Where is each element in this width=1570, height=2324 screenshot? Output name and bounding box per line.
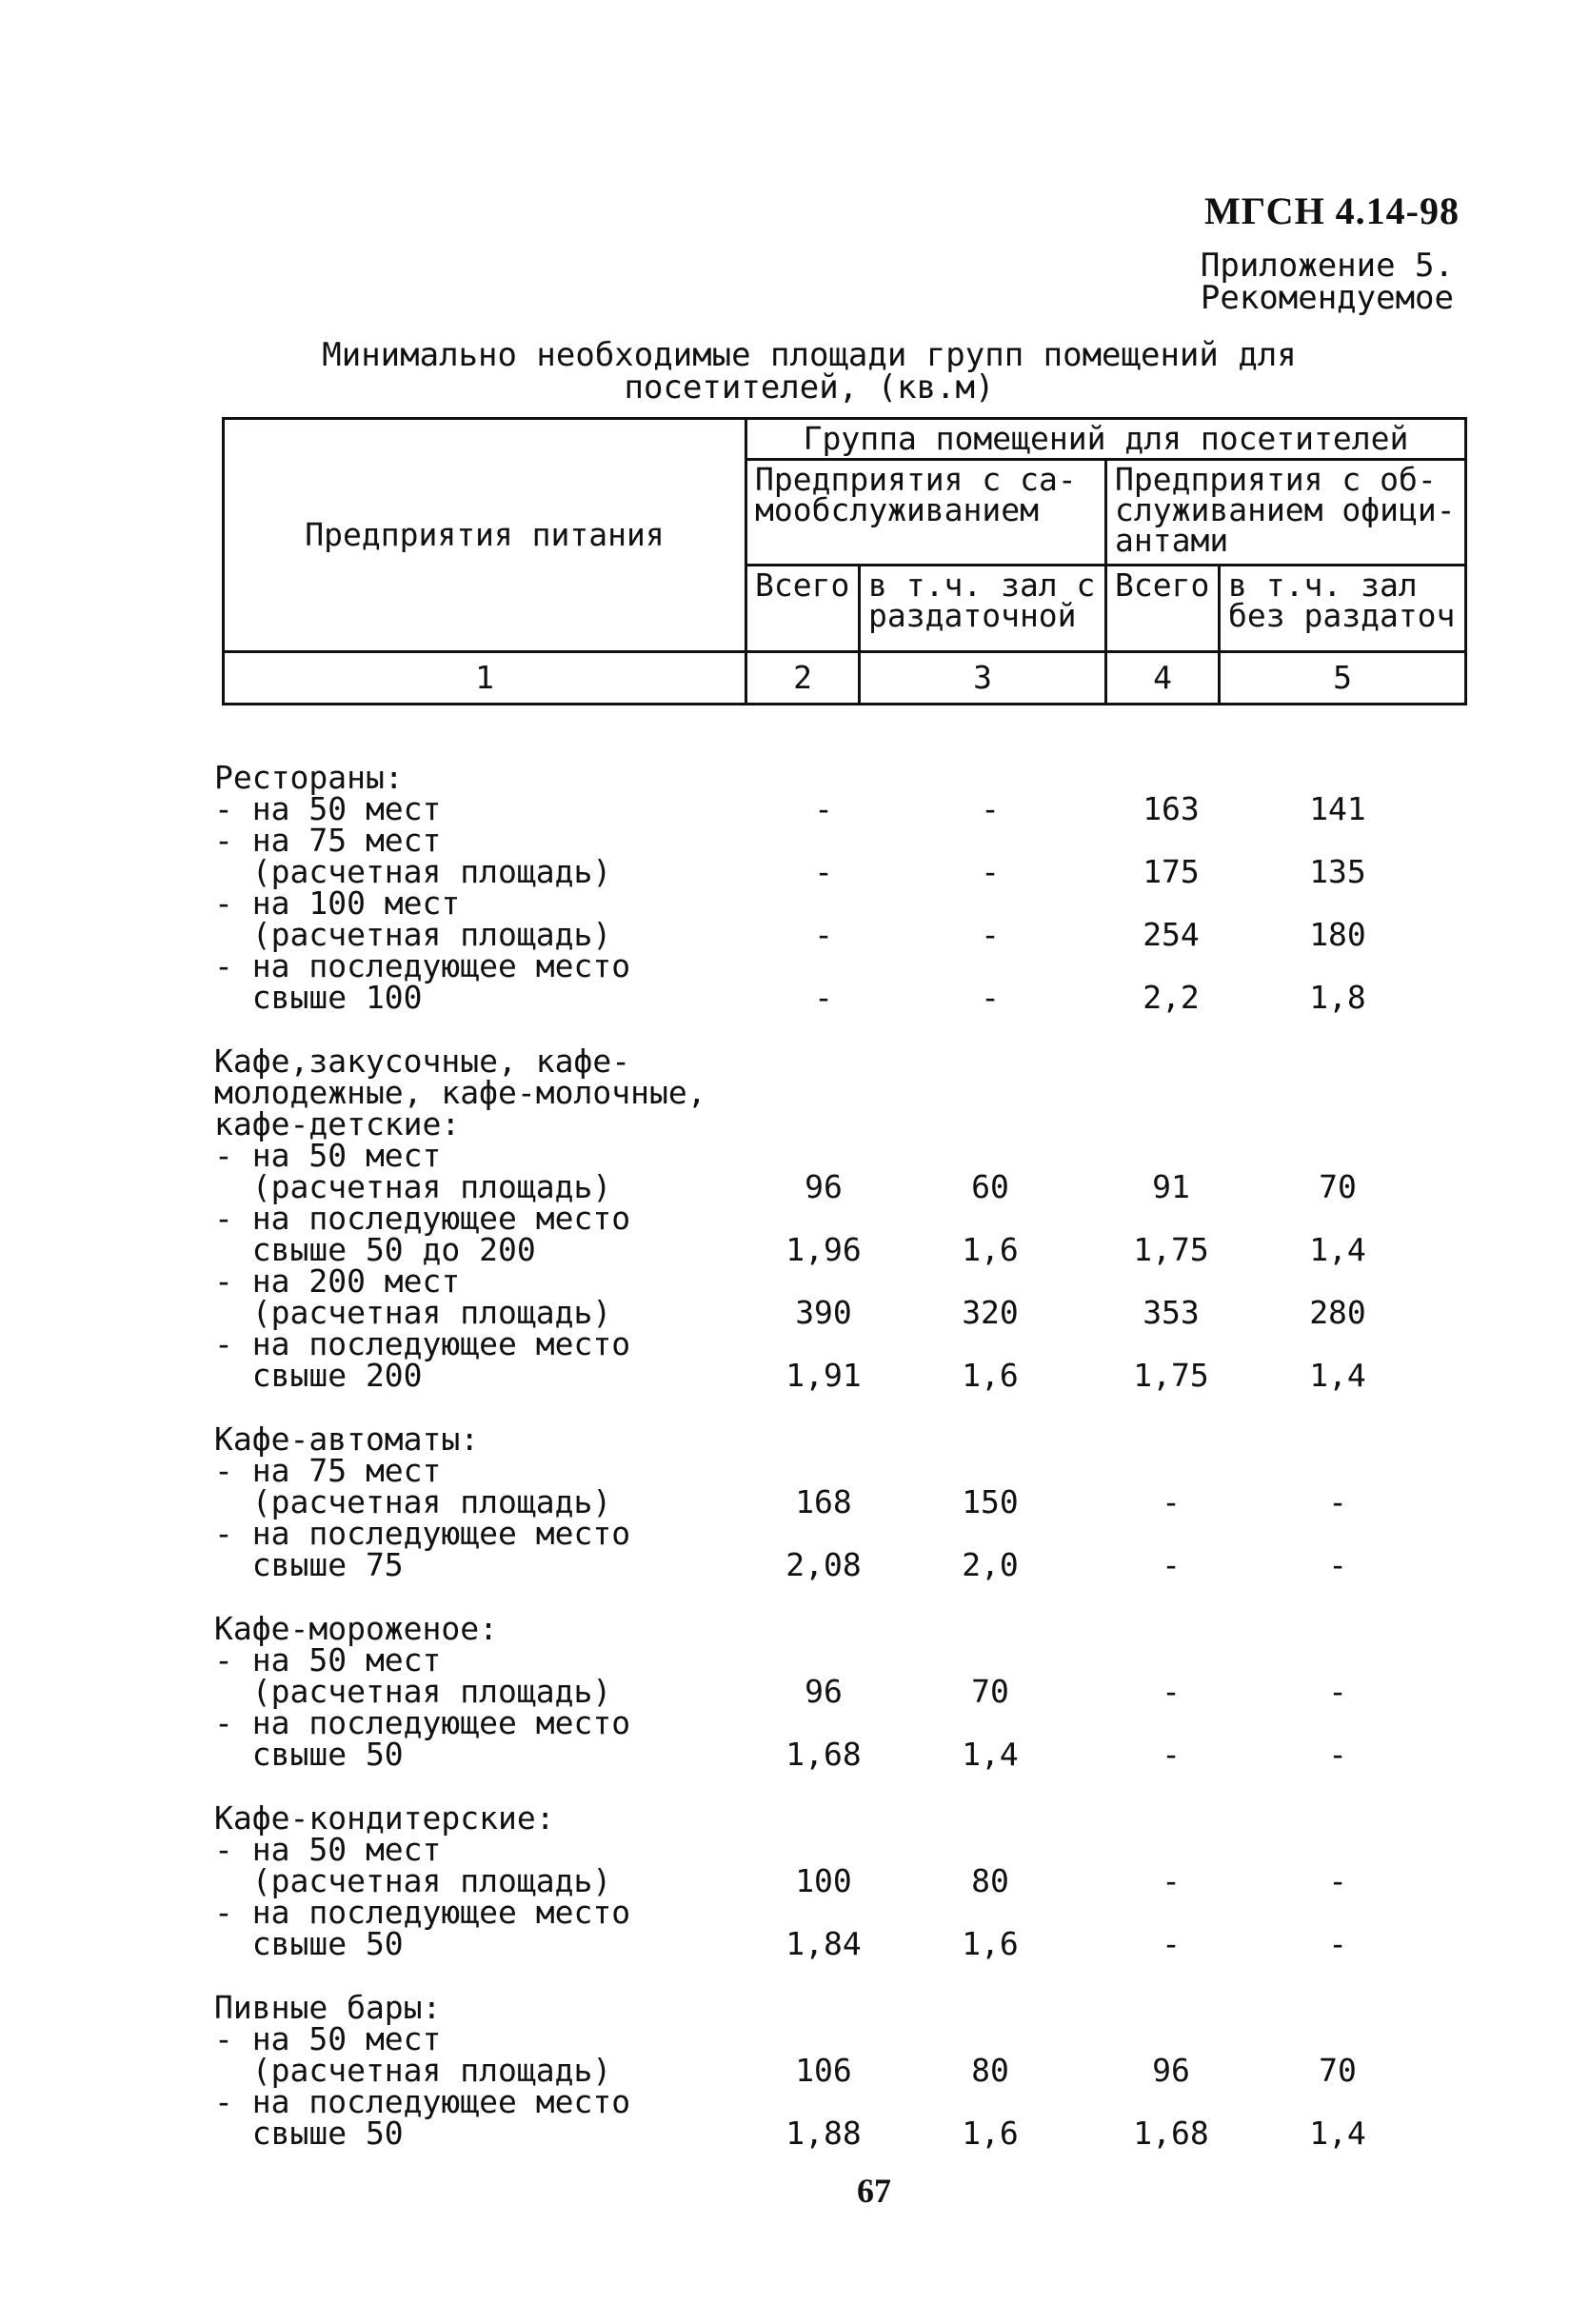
row-group bbox=[214, 1043, 1414, 1394]
row-value-col-3: 150 bbox=[962, 1483, 1019, 1520]
table-row bbox=[214, 1610, 1414, 1710]
row-value-col-4: - bbox=[1162, 1546, 1181, 1583]
row-group bbox=[214, 759, 1414, 1016]
row-value-col-4: 254 bbox=[1143, 916, 1200, 953]
table-row bbox=[214, 822, 1414, 890]
row-value-col-3: 1,4 bbox=[962, 1736, 1019, 1773]
row-label: Пивные бары: - на 50 мест (расчетная площадь) bbox=[214, 1989, 612, 2089]
row-value-col-2: 106 bbox=[795, 2052, 852, 2089]
row-label: Кафе,закусочные, кафе- молодежные, кафе-молочные, кафе-детские: - на 50 мест (расчетная площадь) bbox=[214, 1043, 706, 1205]
row-value-col-3: 1,6 bbox=[962, 1231, 1019, 1268]
table-row bbox=[214, 1262, 1414, 1331]
table-row bbox=[214, 1704, 1414, 1773]
row-value-col-5: 1,4 bbox=[1309, 1357, 1366, 1394]
row-value-col-2: 1,91 bbox=[785, 1357, 862, 1394]
row-label: - на 100 мест (расчетная площадь) bbox=[214, 884, 612, 953]
row-value-col-4: 96 bbox=[1152, 2052, 1190, 2089]
row-value-col-5: 280 bbox=[1309, 1294, 1366, 1331]
row-value-col-3: 1,6 bbox=[962, 1925, 1019, 1962]
row-group bbox=[214, 1799, 1414, 1962]
appendix-line-1: Приложение 5. bbox=[1200, 247, 1454, 285]
header-col-enterprises: Предприятия питания bbox=[224, 419, 746, 652]
table-row bbox=[214, 2083, 1414, 2152]
col-num-1: 1 bbox=[224, 652, 746, 705]
row-value-col-3: 1,6 bbox=[962, 2115, 1019, 2152]
table-row bbox=[214, 884, 1414, 953]
row-value-col-5: 180 bbox=[1309, 916, 1366, 953]
row-value-col-2: 2,08 bbox=[785, 1546, 862, 1583]
table-row bbox=[214, 1325, 1414, 1394]
row-value-col-5: - bbox=[1328, 1862, 1347, 1899]
row-value-col-3: 80 bbox=[971, 2052, 1009, 2089]
row-value-col-5: - bbox=[1328, 1736, 1347, 1773]
row-value-col-3: - bbox=[981, 979, 1000, 1016]
row-value-col-4: 2,2 bbox=[1143, 979, 1200, 1016]
row-group bbox=[214, 1610, 1414, 1773]
table-header bbox=[222, 417, 1467, 705]
row-value-col-3: 320 bbox=[962, 1294, 1019, 1331]
row-value-col-5: 1,4 bbox=[1309, 2115, 1366, 2152]
header-incl-b: в т.ч. зал без раздаточ bbox=[1220, 566, 1466, 652]
row-value-col-2: 96 bbox=[805, 1673, 843, 1710]
appendix-note bbox=[1200, 247, 1454, 317]
row-value-col-4: 1,75 bbox=[1133, 1357, 1209, 1394]
row-label: - на последующее место свыше 75 bbox=[214, 1515, 631, 1583]
row-value-col-3: - bbox=[981, 916, 1000, 953]
header-group: Группа помещений для посетителей bbox=[746, 419, 1466, 460]
page-number: 67 bbox=[857, 2172, 891, 2210]
col-num-2: 2 bbox=[746, 652, 860, 705]
table-row bbox=[214, 1989, 1414, 2089]
row-label: - на последующее место свыше 50 bbox=[214, 1704, 631, 1773]
header-self-service: Предприятия с са- мообслуживанием bbox=[746, 460, 1106, 566]
row-value-col-2: 1,88 bbox=[785, 2115, 862, 2152]
row-value-col-2: 1,68 bbox=[785, 1736, 862, 1773]
row-value-col-4: - bbox=[1162, 1925, 1181, 1962]
row-value-col-2: 390 bbox=[795, 1294, 852, 1331]
row-value-col-4: 353 bbox=[1143, 1294, 1200, 1331]
row-value-col-5: 141 bbox=[1309, 790, 1366, 827]
header-total-b: Всего bbox=[1106, 566, 1220, 652]
table-row bbox=[214, 947, 1414, 1016]
row-value-col-3: 70 bbox=[971, 1673, 1009, 1710]
row-value-col-2: 100 bbox=[795, 1862, 852, 1899]
table-row bbox=[214, 1515, 1414, 1583]
col-num-3: 3 bbox=[860, 652, 1106, 705]
row-value-col-4: 175 bbox=[1143, 853, 1200, 890]
row-value-col-4: 1,68 bbox=[1133, 2115, 1209, 2152]
row-value-col-5: 70 bbox=[1319, 1168, 1357, 1205]
table-row bbox=[214, 1043, 1414, 1205]
row-value-col-5: - bbox=[1328, 1546, 1347, 1583]
row-value-col-4: - bbox=[1162, 1736, 1181, 1773]
row-value-col-4: 91 bbox=[1152, 1168, 1190, 1205]
row-value-col-3: - bbox=[981, 853, 1000, 890]
row-label: - на последующее место свыше 100 bbox=[214, 947, 631, 1016]
table-row bbox=[214, 1200, 1414, 1268]
row-label: Кафе-кондитерские: - на 50 мест (расчетная площадь) bbox=[214, 1799, 612, 1899]
row-label: - на последующее место свыше 200 bbox=[214, 1325, 631, 1394]
row-value-col-2: - bbox=[814, 790, 833, 827]
header-total-a: Всего bbox=[746, 566, 860, 652]
header-waiter-service: Предприятия с об- служиванием офици- антами bbox=[1106, 460, 1466, 566]
document-code: МГСН 4.14-98 bbox=[1204, 189, 1460, 232]
row-value-col-4: - bbox=[1162, 1673, 1181, 1710]
table-title bbox=[286, 336, 1333, 407]
row-value-col-3: 80 bbox=[971, 1862, 1009, 1899]
row-value-col-3: 60 bbox=[971, 1168, 1009, 1205]
row-value-col-5: 135 bbox=[1309, 853, 1366, 890]
row-value-col-4: 1,75 bbox=[1133, 1231, 1209, 1268]
row-value-col-2: - bbox=[814, 979, 833, 1016]
table-row bbox=[214, 1799, 1414, 1899]
row-label: Кафе-автоматы: - на 75 мест (расчетная площадь) bbox=[214, 1420, 612, 1520]
row-value-col-4: - bbox=[1162, 1862, 1181, 1899]
row-value-col-4: 163 bbox=[1143, 790, 1200, 827]
title-line-2: посетителей, (кв.м) bbox=[624, 368, 995, 407]
row-value-col-2: 168 bbox=[795, 1483, 852, 1520]
row-value-col-5: 70 bbox=[1319, 2052, 1357, 2089]
title-line-1: Минимально необходимые площади групп помещений для bbox=[322, 336, 1297, 374]
row-value-col-3: - bbox=[981, 790, 1000, 827]
table-row bbox=[214, 1420, 1414, 1520]
row-group bbox=[214, 1420, 1414, 1583]
row-value-col-5: 1,8 bbox=[1309, 979, 1366, 1016]
row-label: Кафе-мороженое: - на 50 мест (расчетная площадь) bbox=[214, 1610, 612, 1710]
row-value-col-3: 2,0 bbox=[962, 1546, 1019, 1583]
table-row bbox=[214, 759, 1414, 827]
row-label: - на 200 мест (расчетная площадь) bbox=[214, 1262, 612, 1331]
row-value-col-2: - bbox=[814, 853, 833, 890]
row-label: - на последующее место свыше 50 bbox=[214, 2083, 631, 2152]
row-value-col-5: 1,4 bbox=[1309, 1231, 1366, 1268]
header-incl-a: в т.ч. зал с раздаточной bbox=[860, 566, 1106, 652]
row-label: - на 75 мест (расчетная площадь) bbox=[214, 822, 612, 890]
row-value-col-2: - bbox=[814, 916, 833, 953]
col-num-5: 5 bbox=[1220, 652, 1466, 705]
row-value-col-5: - bbox=[1328, 1673, 1347, 1710]
table-body bbox=[214, 759, 1414, 2181]
row-value-col-2: 96 bbox=[805, 1168, 843, 1205]
row-label: - на последующее место свыше 50 bbox=[214, 1894, 631, 1962]
row-value-col-5: - bbox=[1328, 1483, 1347, 1520]
col-num-4: 4 bbox=[1106, 652, 1220, 705]
row-value-col-2: 1,84 bbox=[785, 1925, 862, 1962]
appendix-line-2: Рекомендуемое bbox=[1200, 279, 1454, 317]
row-label: - на последующее место свыше 50 до 200 bbox=[214, 1200, 631, 1268]
table-row bbox=[214, 1894, 1414, 1962]
row-value-col-3: 1,6 bbox=[962, 1357, 1019, 1394]
row-value-col-2: 1,96 bbox=[785, 1231, 862, 1268]
row-label: Рестораны: - на 50 мест bbox=[214, 759, 442, 827]
row-value-col-5: - bbox=[1328, 1925, 1347, 1962]
row-group bbox=[214, 1989, 1414, 2152]
row-value-col-4: - bbox=[1162, 1483, 1181, 1520]
